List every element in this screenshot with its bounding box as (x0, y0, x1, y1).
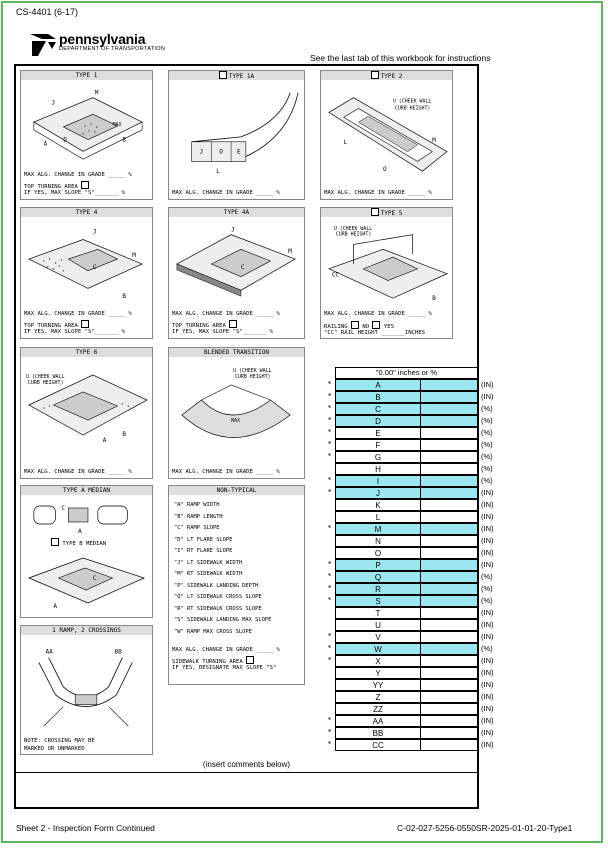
measure-value-input[interactable] (420, 703, 478, 715)
measure-unit: (%) (481, 404, 493, 413)
measure-value-input[interactable] (420, 511, 478, 523)
svg-text:B: B (122, 430, 126, 439)
turning-area-checkbox[interactable] (81, 320, 89, 328)
measure-value-input[interactable] (420, 667, 478, 679)
required-marker: * (328, 656, 332, 665)
required-marker: * (328, 584, 332, 593)
max-slope-line: IF YES, DESIGNATE MAX SLOPE "S" (172, 665, 277, 671)
list-item: "S" SIDEWALK LANDING MAX SLOPE (174, 617, 272, 623)
measure-value-input[interactable] (420, 619, 478, 631)
panel-title: 1 RAMP, 2 CROSSINGS (21, 626, 152, 635)
max-slope-line: IF YES, MAX SLOPE "S"_______ % (172, 329, 274, 335)
svg-text:O: O (383, 167, 387, 174)
required-marker: * (328, 440, 332, 449)
measure-label: W (335, 643, 421, 655)
svg-text:M: M (288, 249, 292, 256)
measure-label: Z (335, 691, 421, 703)
measure-value-input[interactable] (420, 547, 478, 559)
org-dept: DEPARTMENT OF TRANSPORTATION (59, 46, 166, 52)
svg-text:A: A (43, 141, 48, 148)
measure-unit: (IN) (481, 668, 494, 677)
type-b-median-diagram (24, 548, 149, 614)
list-item: "D" LT FLARE SLOPE (174, 536, 233, 543)
max-grade-line: MAX ALG. CHANGE IN GRADE _____ % (172, 190, 280, 196)
measure-unit: (%) (481, 584, 493, 593)
measure-label: F (335, 439, 421, 451)
max-grade-line: MAX ALG. CHANGE IN GRADE _____ % (172, 469, 280, 475)
panel-type-6 (20, 347, 153, 479)
type-6-diagram (24, 360, 149, 460)
measure-unit: (IN) (481, 740, 494, 749)
svg-text:C: C (240, 264, 245, 271)
turning-area-checkbox[interactable] (246, 656, 254, 664)
table-row (335, 547, 494, 559)
measure-label: T (335, 607, 421, 619)
measure-label: E (335, 427, 421, 439)
rail-height-line: "CC" RAIL HEIGHT _______INCHES (324, 330, 426, 336)
table-row (335, 679, 494, 691)
measure-unit: (IN) (481, 548, 494, 557)
non-typical-list (174, 500, 271, 638)
measure-unit: (%) (481, 440, 493, 449)
required-marker: * (328, 632, 332, 641)
measure-unit: (IN) (481, 620, 494, 629)
panel-type-1a (168, 70, 305, 200)
required-marker: * (328, 380, 332, 389)
panel-non-typical (168, 485, 305, 685)
type-5-diagram (324, 220, 449, 304)
measure-unit: (IN) (481, 500, 494, 509)
measure-value-input[interactable] (420, 523, 478, 535)
panel-type-4 (20, 207, 153, 339)
measure-value-input[interactable] (420, 403, 478, 415)
panel-type-4a (168, 207, 305, 339)
panel-title: NON-TYPICAL (169, 486, 304, 495)
svg-text:B: B (122, 137, 126, 144)
table-row (335, 703, 494, 715)
panel-type-2 (320, 70, 453, 200)
footer-sheet-name: Sheet 2 - Inspection Form Continued (16, 823, 155, 833)
svg-text:BB: BB (114, 649, 122, 656)
comments-input[interactable] (14, 772, 479, 809)
railing-line: RAILING NO YES (324, 321, 394, 330)
measure-value-input[interactable] (420, 631, 478, 643)
measure-value-input[interactable] (420, 571, 478, 583)
table-header: "0.00" inches or % (335, 367, 478, 379)
table-row (328, 559, 494, 571)
measure-unit: (%) (481, 572, 493, 581)
panel-type-a-median (20, 485, 153, 618)
measure-unit: (IN) (481, 392, 494, 401)
required-marker: * (328, 716, 332, 725)
table-row (328, 643, 493, 655)
list-item: "W" RAMP MAX CROSS SLOPE (174, 628, 252, 635)
type-4-diagram (24, 220, 149, 304)
panel-type-5 (320, 207, 453, 339)
table-row (328, 403, 493, 415)
measure-unit: (IN) (481, 692, 494, 701)
svg-text:C: C (61, 504, 65, 513)
required-marker: * (328, 428, 332, 437)
type-2-checkbox[interactable] (371, 71, 379, 79)
table-row (328, 379, 494, 391)
turning-area-checkbox[interactable] (229, 320, 237, 328)
svg-text:U (CHEEK WALL: U (CHEEK WALL (333, 225, 373, 232)
measure-label: R (335, 583, 421, 595)
measure-value-input[interactable] (420, 607, 478, 619)
svg-text:U (CHEEK WALL: U (CHEEK WALL (25, 373, 65, 381)
org-name: pennsylvania (59, 31, 146, 47)
table-row (328, 475, 493, 487)
required-marker: * (328, 452, 332, 461)
table-row (328, 595, 493, 607)
measure-value-input[interactable] (420, 559, 478, 571)
measure-value-input[interactable] (420, 487, 478, 499)
max-grade-line: MAX ALG. CHANGE IN GRADE _____ % (324, 190, 432, 196)
measure-value-input[interactable] (420, 691, 478, 703)
table-row (335, 667, 494, 679)
measure-unit: (%) (481, 452, 493, 461)
measure-unit: (IN) (481, 608, 494, 617)
footer-file-id: C-02-027-5256-0550SR-2025-01-01-20-Type1 (397, 823, 573, 833)
turning-area-line: SIDEWALK TURNING AREA (172, 656, 254, 665)
measure-unit: (IN) (481, 716, 494, 725)
panel-title: TYPE 2 (321, 71, 452, 80)
measure-label: Y (335, 667, 421, 679)
measure-unit: (IN) (481, 704, 494, 713)
required-marker: * (328, 596, 332, 605)
type-b-median-line: TYPE B MEDIAN (51, 538, 106, 547)
table-row (335, 499, 494, 511)
measure-unit: (IN) (481, 512, 494, 521)
penndot-logo (28, 31, 208, 57)
table-row (328, 715, 494, 727)
measure-value-input[interactable] (420, 379, 478, 391)
panel-title: TYPE 4A (169, 208, 304, 217)
required-marker: * (328, 524, 332, 533)
table-row (328, 415, 493, 427)
instructions-note: See the last tab of this workbook for instructions (310, 53, 491, 63)
svg-text:U (CHEEK WALL: U (CHEEK WALL (233, 367, 272, 375)
svg-text:MAX: MAX (231, 417, 240, 425)
measure-unit: (%) (481, 416, 493, 425)
measure-label: B (335, 391, 421, 403)
panel-title: TYPE 1 (21, 71, 152, 80)
svg-text:J: J (231, 227, 235, 234)
svg-text:D: D (63, 137, 67, 144)
table-row (335, 607, 494, 619)
measure-label: H (335, 463, 421, 475)
svg-text:MAX: MAX (112, 121, 122, 128)
measure-value-input[interactable] (420, 679, 478, 691)
keystone-icon (28, 31, 58, 57)
svg-text:B: B (432, 296, 436, 303)
measure-unit: (%) (481, 596, 493, 605)
note-line-1: NOTE: CROSSING MAY BE (24, 738, 95, 744)
measure-unit: (IN) (481, 524, 494, 533)
measure-value-input[interactable] (420, 427, 478, 439)
panel-title: TYPE A MEDIAN (21, 486, 152, 495)
list-item: "P" SIDEWALK LANDING DEPTH (174, 582, 259, 589)
svg-text:C: C (92, 264, 97, 271)
max-grade-line: MAX ALG. CHANGE IN GRADE _____ % (24, 311, 132, 317)
measure-value-input[interactable] (420, 643, 478, 655)
measure-label: D (335, 415, 421, 427)
table-row (335, 691, 494, 703)
measure-unit: (IN) (481, 656, 494, 665)
table-row (328, 523, 494, 535)
measure-unit: (IN) (481, 380, 494, 389)
turning-area-line: TOP TURNING AREA (24, 320, 89, 329)
panel-title: TYPE 4 (21, 208, 152, 217)
list-item: "R" RT SIDEWALK CROSS SLOPE (174, 605, 262, 612)
svg-text:U (CHEEK WALL: U (CHEEK WALL (392, 98, 432, 105)
svg-text:O: O (219, 149, 223, 156)
required-marker: * (328, 560, 332, 569)
svg-text:E: E (236, 149, 241, 156)
svg-text:J: J (92, 229, 97, 236)
max-slope-line: IF YES, MAX SLOPE "S"_______ % (24, 329, 126, 335)
measure-label: AA (335, 715, 421, 727)
required-marker: * (328, 392, 332, 401)
type-a-median-diagram (24, 498, 149, 536)
measure-unit: (IN) (481, 560, 494, 569)
list-item: "A" RAMP WIDTH (174, 502, 220, 508)
measure-value-input[interactable] (420, 715, 478, 727)
type-1a-diagram (172, 83, 301, 181)
measure-value-input[interactable] (420, 499, 478, 511)
measure-unit: (IN) (481, 728, 494, 737)
measure-unit: (%) (481, 476, 493, 485)
table-row (328, 451, 493, 463)
required-marker: * (328, 572, 332, 581)
measure-unit: (%) (481, 644, 493, 653)
measure-value-input[interactable] (420, 463, 478, 475)
turning-area-checkbox[interactable] (81, 181, 89, 189)
list-item: "Q" LT SIDEWALK CROSS SLOPE (174, 594, 262, 600)
type-1a-checkbox[interactable] (219, 71, 227, 79)
svg-text:M: M (132, 253, 136, 260)
measure-unit: (%) (481, 464, 493, 473)
table-row (335, 463, 493, 475)
measure-value-input[interactable] (420, 391, 478, 403)
measure-label: S (335, 595, 421, 607)
svg-text:L: L (216, 169, 220, 176)
table-row (328, 739, 494, 751)
measure-label: P (335, 559, 421, 571)
measure-label: L (335, 511, 421, 523)
panel-title: BLENDED TRANSITION (169, 348, 304, 357)
list-item: "C" RAMP SLOPE (174, 525, 220, 531)
type-4a-diagram (172, 220, 301, 304)
measure-label: C (335, 403, 421, 415)
max-grade-line: MAX ALG. CHANGE IN GRADE _____ % (172, 647, 280, 653)
measure-label: YY (335, 679, 421, 691)
blended-diagram (172, 360, 301, 460)
svg-text:L: L (343, 139, 348, 146)
table-row (335, 619, 494, 631)
measure-label: ZZ (335, 703, 421, 715)
measure-unit: (IN) (481, 680, 494, 689)
measure-value-input[interactable] (420, 739, 478, 751)
svg-text:C: C (92, 574, 97, 583)
svg-text:M: M (432, 137, 436, 144)
measure-unit: (IN) (481, 488, 494, 497)
measure-unit: (IN) (481, 632, 494, 641)
panel-title: TYPE 5 (321, 208, 452, 217)
measure-label: N (335, 535, 421, 547)
railing-no-checkbox[interactable] (351, 321, 359, 329)
type-1-diagram (24, 83, 149, 167)
panel-1-ramp-2-crossings (20, 625, 153, 755)
max-grade-line: MAX ALG. CHANGE IN GRADE _____ % (172, 311, 280, 317)
measure-label: CC (335, 739, 421, 751)
measure-unit: (IN) (481, 536, 494, 545)
measure-unit: (%) (481, 428, 493, 437)
list-item: "B" RAMP LENGTH (174, 513, 223, 520)
panel-type-1 (20, 70, 153, 200)
measure-label: BB (335, 727, 421, 739)
type-b-median-checkbox[interactable] (51, 538, 59, 546)
table-row (328, 655, 494, 667)
table-row (328, 571, 493, 583)
comments-label: (insert comments below) (202, 760, 291, 769)
table-row (328, 427, 493, 439)
measure-value-input[interactable] (420, 439, 478, 451)
svg-text:A: A (102, 436, 107, 445)
svg-text:J: J (199, 149, 204, 156)
form-code: CS-4401 (6-17) (16, 7, 79, 17)
required-marker: * (328, 476, 332, 485)
measure-value-input[interactable] (420, 727, 478, 739)
measure-label: A (335, 379, 421, 391)
ramp-crossings-diagram (24, 638, 149, 732)
measure-label: I (335, 475, 421, 487)
max-grade-line: MAX ALG. CHANGE IN GRADE _____ % (24, 469, 132, 475)
svg-text:M: M (94, 90, 99, 97)
svg-text:CURB HEIGHT): CURB HEIGHT) (335, 231, 372, 238)
required-marker: * (328, 404, 332, 413)
svg-text:B: B (122, 294, 126, 301)
max-slope-line: IF YES, MAX SLOPE "S"_______ % (24, 190, 126, 196)
svg-text:CURB HEIGHT): CURB HEIGHT) (235, 373, 271, 381)
max-grade-line: MAX ALG. CHANGE IN GRADE _____ % (324, 311, 432, 317)
measure-label: K (335, 499, 421, 511)
measure-label: X (335, 655, 421, 667)
railing-yes-checkbox[interactable] (372, 321, 380, 329)
table-row (328, 439, 493, 451)
measure-label: U (335, 619, 421, 631)
measure-label: G (335, 451, 421, 463)
turning-area-line: TOP TURNING AREA (172, 320, 237, 329)
required-marker: * (328, 416, 332, 425)
measure-value-input[interactable] (420, 475, 478, 487)
measure-label: V (335, 631, 421, 643)
table-row (328, 583, 493, 595)
type-5-checkbox[interactable] (371, 208, 379, 216)
measure-value-input[interactable] (420, 595, 478, 607)
turning-area-line: TOP TURNING AREA (24, 181, 89, 190)
required-marker: * (328, 644, 332, 653)
measure-value-input[interactable] (420, 451, 478, 463)
panel-title: TYPE 6 (21, 348, 152, 357)
measure-value-input[interactable] (420, 655, 478, 667)
measure-label: Q (335, 571, 421, 583)
table-row (335, 535, 494, 547)
table-row (328, 391, 494, 403)
table-row (335, 511, 494, 523)
measure-value-input[interactable] (420, 415, 478, 427)
required-marker: * (328, 488, 332, 497)
required-marker: * (328, 728, 332, 737)
note-line-2: MARKED OR UNMARKED (24, 746, 85, 752)
measure-value-input[interactable] (420, 583, 478, 595)
table-row (328, 631, 494, 643)
panel-title: TYPE 1A (169, 71, 304, 80)
max-grade-line: MAX ALG. CHANGE IN GRADE _____ % (24, 172, 132, 178)
type-2-diagram (324, 83, 449, 181)
list-item: "J" LT SIDEWALK WIDTH (174, 559, 243, 566)
list-item: "M" RT SIDEWALK WIDTH (174, 571, 243, 577)
table-row (328, 487, 494, 499)
svg-text:AA: AA (45, 649, 53, 656)
svg-text:A: A (78, 527, 82, 536)
measure-label: O (335, 547, 421, 559)
measure-label: M (335, 523, 421, 535)
required-marker: * (328, 740, 332, 749)
panel-blended-transition (168, 347, 305, 479)
svg-text:CURB HEIGHT): CURB HEIGHT) (394, 105, 431, 112)
svg-text:J: J (51, 100, 56, 107)
measure-label: J (335, 487, 421, 499)
table-row (328, 727, 494, 739)
svg-text:CURB HEIGHT): CURB HEIGHT) (27, 379, 64, 387)
measure-value-input[interactable] (420, 535, 478, 547)
svg-text:CC: CC (331, 272, 339, 279)
list-item: "I" RT FLARE SLOPE (174, 548, 233, 554)
svg-text:A: A (53, 602, 58, 611)
